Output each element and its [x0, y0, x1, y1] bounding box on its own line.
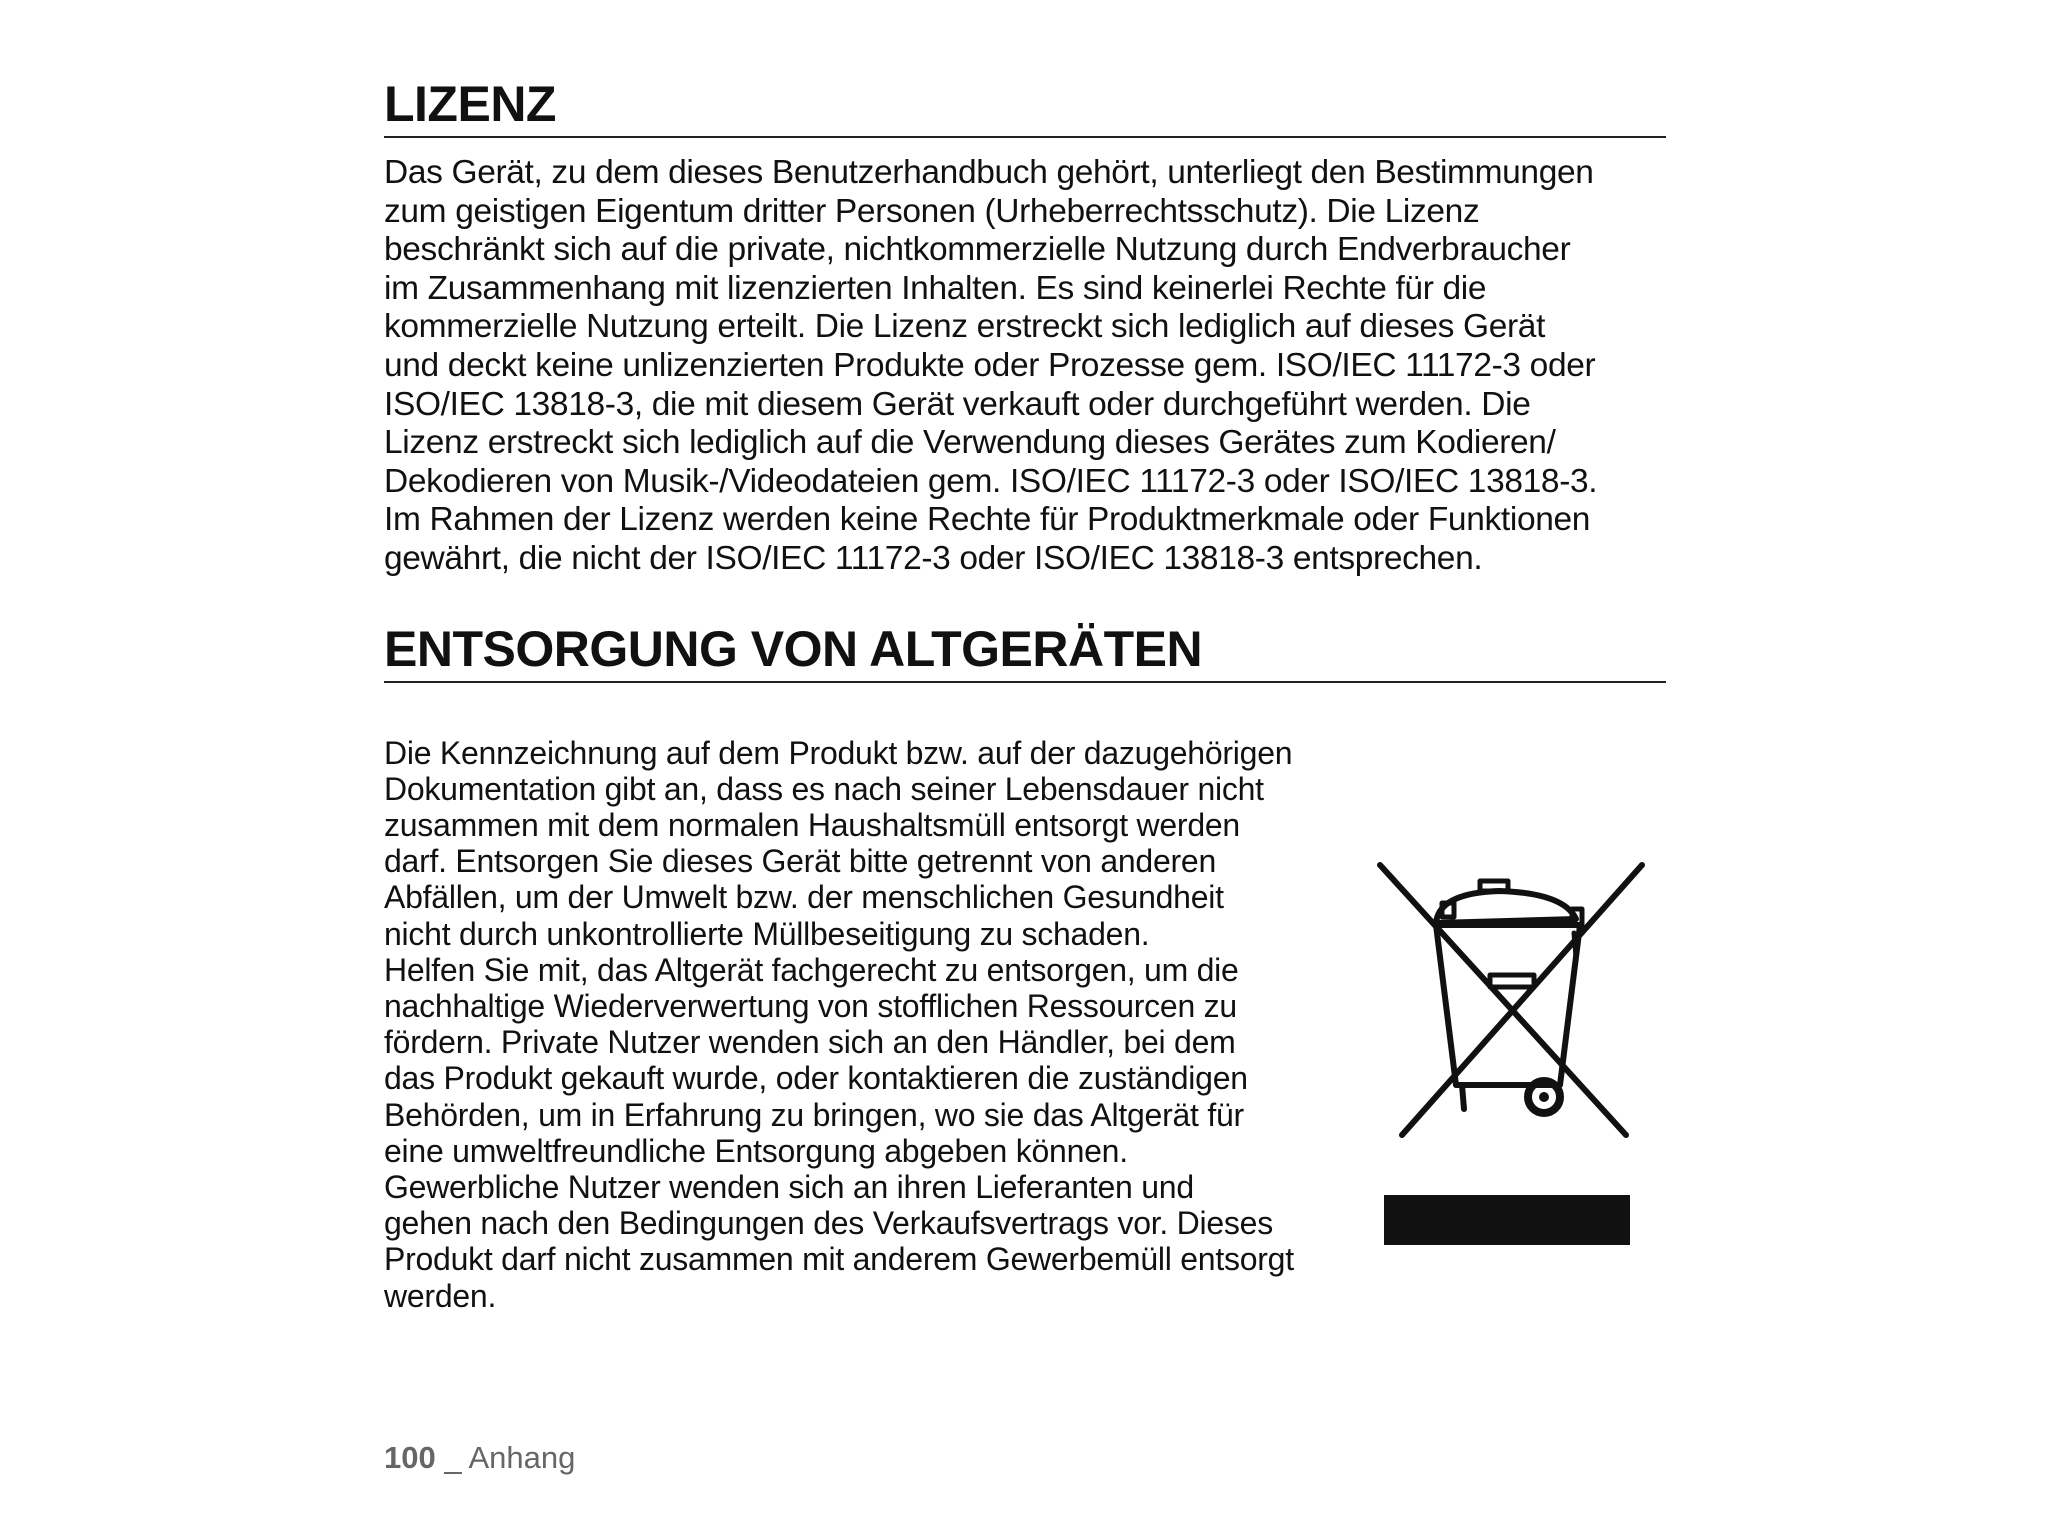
disposal-line: gehen nach den Bedingungen des Verkaufsvertrags vor. Dieses	[384, 1205, 1273, 1242]
disposal-line: das Produkt gekauft wurde, oder kontaktieren die zuständigen	[384, 1060, 1248, 1097]
disposal-line: eine umweltfreundliche Entsorgung abgeben können.	[384, 1132, 1128, 1169]
crossed-out-wheelie-bin-icon	[1344, 845, 1664, 1175]
disposal-line: Gewerbliche Nutzer wenden sich an ihren Lieferanten und	[384, 1168, 1194, 1205]
lizenz-line: ISO/IEC 13818-3, die mit diesem Gerät verkauft oder durchgeführt werden. Die	[384, 385, 1531, 423]
lizenz-paragraph	[384, 154, 1666, 579]
disposal-line: Behörden, um in Erfahrung zu bringen, wo sie das Altgerät für	[384, 1096, 1244, 1133]
lizenz-line: und deckt keine unlizenzierten Produkte oder Prozesse gem. ISO/IEC 11172-3 oder	[384, 346, 1596, 384]
lizenz-line: Das Gerät, zu dem dieses Benutzerhandbuch gehört, unterliegt den Bestimmungen	[384, 154, 1594, 191]
disposal-paragraph	[384, 735, 1364, 1314]
footer-section: Anhang	[468, 1440, 576, 1475]
lizenz-line: beschränkt sich auf die private, nichtkommerzielle Nutzung durch Endverbraucher	[384, 231, 1571, 269]
footer-separator: _	[435, 1440, 469, 1475]
disposal-line: Helfen Sie mit, das Altgerät fachgerecht zu entsorgen, um die	[384, 951, 1239, 988]
disposal-line: Produkt darf nicht zusammen mit anderem Gewerbemüll entsorgt	[384, 1241, 1294, 1278]
page-content	[384, 70, 1666, 1314]
lizenz-line: im Zusammenhang mit lizenzierten Inhalten. Es sind keinerlei Rechte für die	[384, 269, 1487, 307]
disposal-line: zusammen mit dem normalen Haushaltsmüll entsorgt werden	[384, 806, 1240, 843]
disposal-line: Die Kennzeichnung auf dem Produkt bzw. auf der dazugehörigen	[384, 734, 1293, 771]
disposal-line: werden.	[384, 1277, 497, 1314]
disposal-line: fördern. Private Nutzer wenden sich an den Händler, bei dem	[384, 1024, 1236, 1061]
lizenz-line: Im Rahmen der Lizenz werden keine Rechte für Produktmerkmale oder Funktionen	[384, 501, 1591, 539]
disposal-line: Abfällen, um der Umwelt bzw. der menschlichen Gesundheit	[384, 879, 1224, 916]
lizenz-heading: LIZENZ	[384, 70, 1666, 138]
lizenz-line: kommerzielle Nutzung erteilt. Die Lizenz erstreckt sich lediglich auf dieses Gerät	[384, 308, 1546, 346]
lizenz-line: Lizenz erstreckt sich lediglich auf die Verwendung dieses Gerätes zum Kodieren/	[384, 424, 1556, 462]
entsorgung-heading: ENTSORGUNG VON ALTGERÄTEN	[384, 615, 1666, 683]
page-footer	[384, 1440, 575, 1476]
disposal-line: Dokumentation gibt an, dass es nach seiner Lebensdauer nicht	[384, 770, 1264, 807]
disposal-section	[384, 734, 1666, 1314]
lizenz-line: zum geistigen Eigentum dritter Personen (Urheberrechtsschutz). Die Lizenz	[384, 192, 1480, 230]
lizenz-line: gewährt, die nicht der ISO/IEC 11172-3 oder ISO/IEC 13818-3 entsprechen.	[384, 539, 1483, 577]
disposal-line: nachhaltige Wiederverwertung von stofflichen Ressourcen zu	[384, 987, 1237, 1024]
page-number: 100	[384, 1440, 436, 1475]
disposal-label-bar	[1384, 1195, 1630, 1245]
lizenz-line: Dekodieren von Musik-/Videodateien gem. ISO/IEC 11172-3 oder ISO/IEC 13818-3.	[384, 462, 1598, 500]
disposal-line: nicht durch unkontrollierte Müllbeseitigung zu schaden.	[384, 915, 1150, 952]
disposal-line: darf. Entsorgen Sie dieses Gerät bitte getrennt von anderen	[384, 843, 1216, 880]
